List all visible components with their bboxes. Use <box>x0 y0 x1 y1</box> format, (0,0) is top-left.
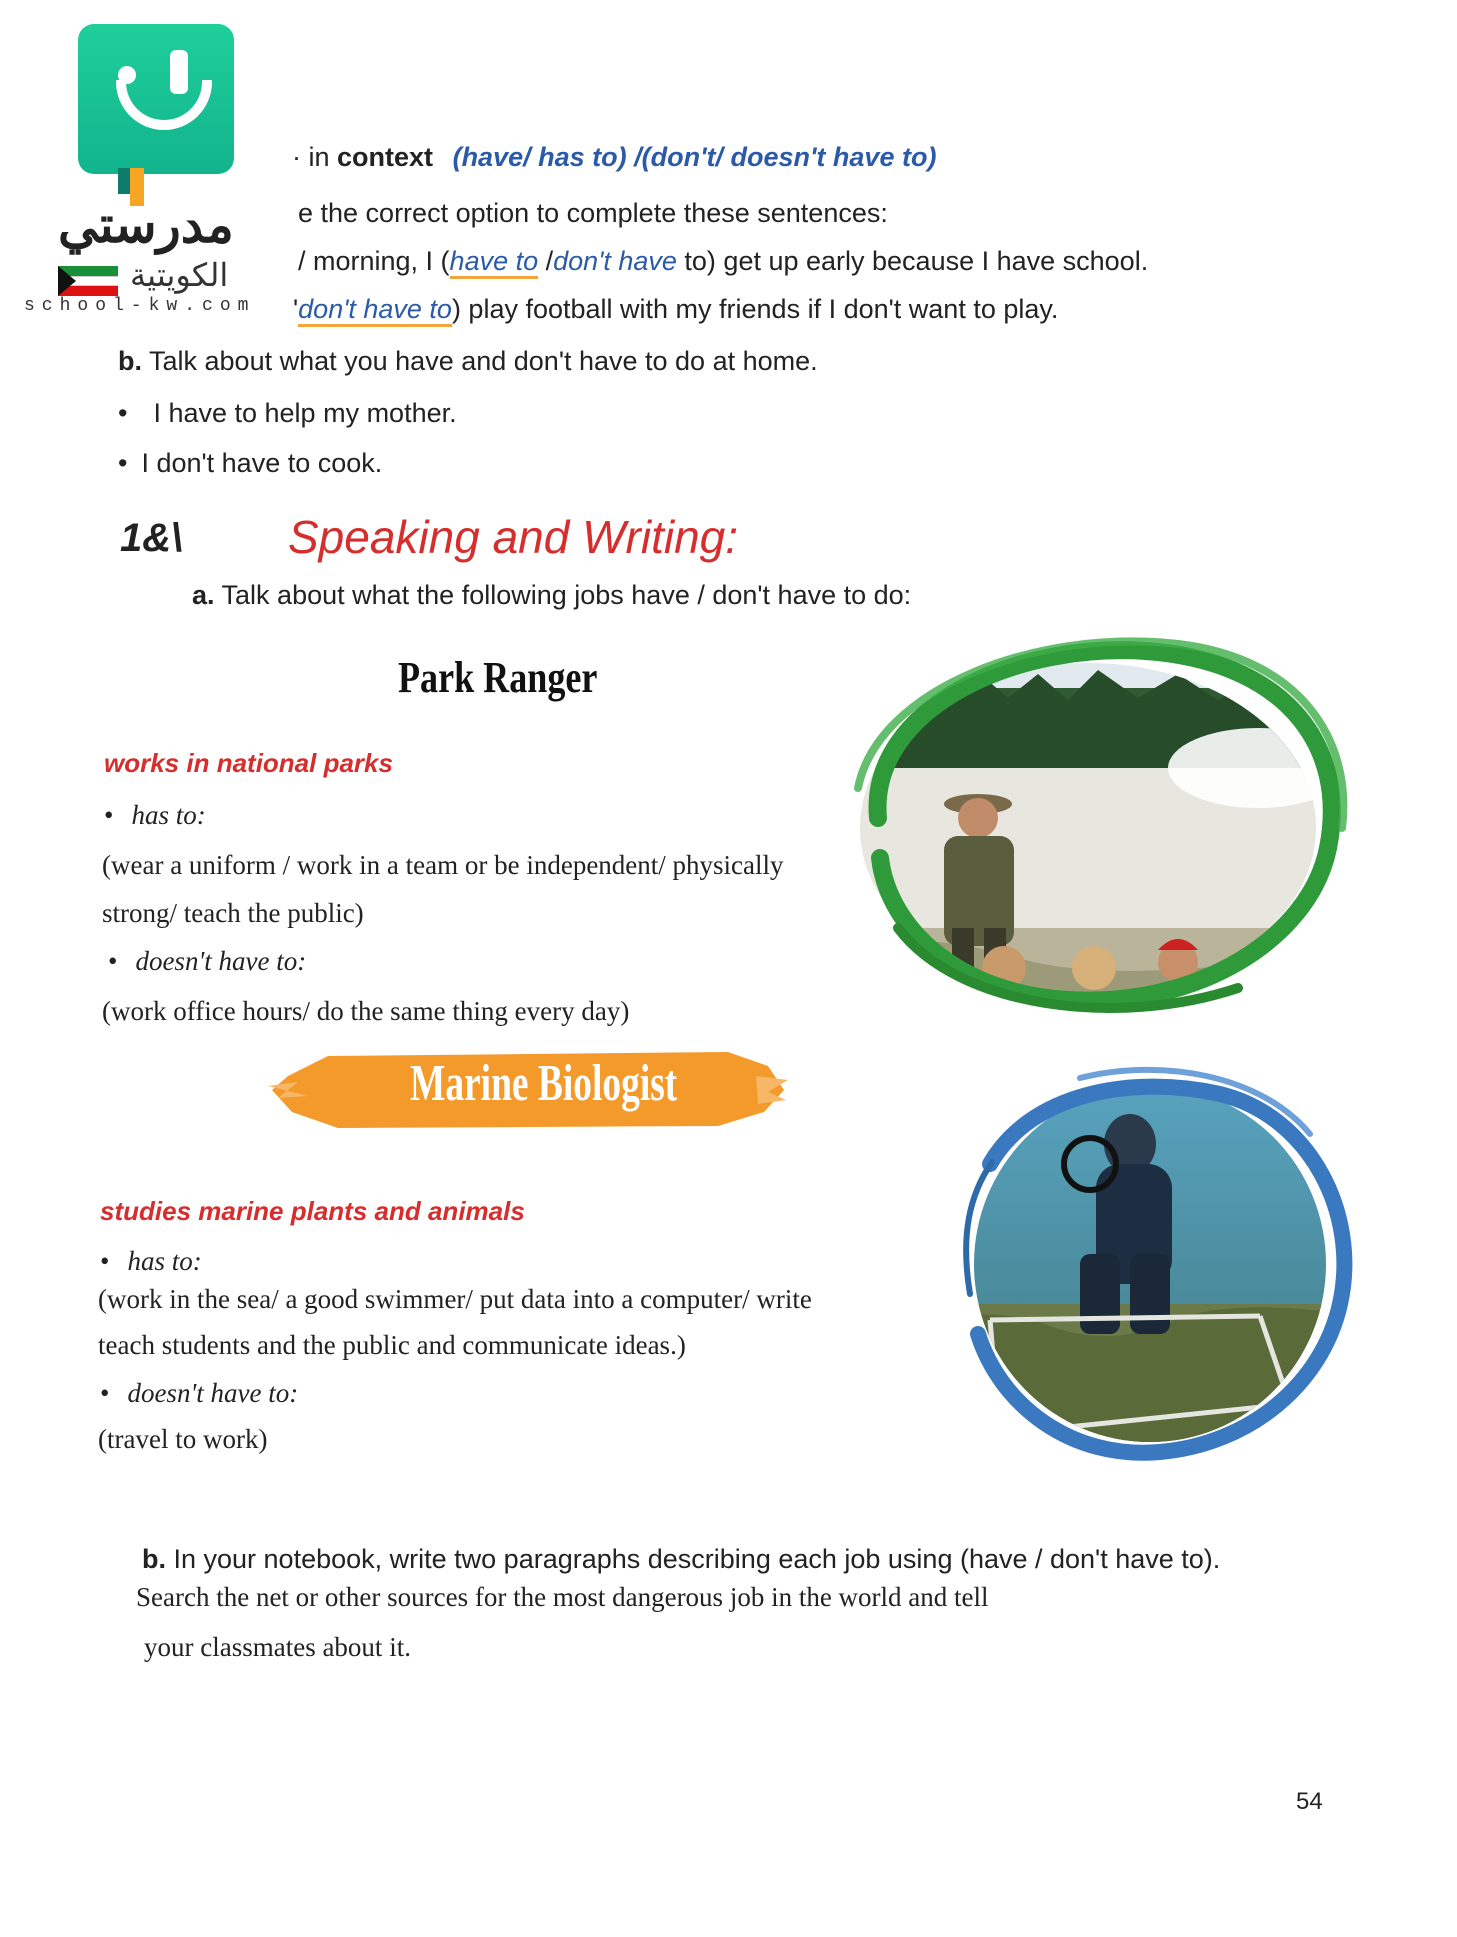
park-ranger-subtitle: works in national parks <box>104 748 393 778</box>
park-ranger-photo <box>818 628 1358 1028</box>
instruction-line: e the correct option to complete these sentences: <box>298 198 888 228</box>
logo-arabic-subtitle: الكويتية <box>130 257 229 293</box>
marine-biologist-subtitle: studies marine plants and animals <box>100 1196 525 1226</box>
park-ranger-has-to-list: (wear a uniform / work in a team or be independent/ physically <box>102 850 784 880</box>
marine-biologist-doesnt-list: (travel to work) <box>98 1424 268 1454</box>
part-b-home: b. Talk about what you have and don't have to do at home. <box>118 346 818 376</box>
page-number: 54 <box>1296 1788 1323 1815</box>
marine-biologist-has-to: • has to: <box>100 1246 202 1276</box>
part-b-classmates-line: your classmates about it. <box>144 1632 411 1662</box>
kuwait-flag-icon <box>58 266 118 296</box>
bullet-item: • I have to help my mother. <box>118 398 457 428</box>
sentence-2: 'don't have to) play football with my friends if I don't want to play. <box>293 294 1058 325</box>
marine-biologist-has-to-list: (work in the sea/ a good swimmer/ put data into a computer/ write <box>98 1284 812 1314</box>
park-ranger-doesnt-have-to: • doesn't have to: <box>108 946 307 976</box>
park-ranger-title: Park Ranger <box>398 653 598 702</box>
park-ranger-has-to-list-cont: strong/ teach the public) <box>102 898 364 928</box>
part-b-search-line: Search the net or other sources for the most dangerous job in the world and tell <box>136 1582 989 1612</box>
part-b-writing: b. In your notebook, write two paragraphs describing each job using (have / don't have to). <box>142 1544 1221 1574</box>
bullet-item: • I don't have to cook. <box>118 448 383 478</box>
section-a-instruction: a. Talk about what the following jobs have / don't have to do: <box>192 580 912 610</box>
marine-biologist-has-to-list-cont: teach students and the public and communicate ideas.) <box>98 1330 686 1360</box>
logo-tab-shape <box>118 168 130 194</box>
sentence-1: / morning, I (have to /don't have to) get up early because I have school. <box>298 246 1148 277</box>
park-ranger-doesnt-list: (work office hours/ do the same thing every day) <box>102 996 630 1026</box>
logo-arabic-title: مدرستي <box>58 197 234 253</box>
context-heading: · in context (have/ has to) /(don't/ doesn't have to) <box>292 142 937 172</box>
marine-biologist-title: Marine Biologist <box>410 1055 678 1112</box>
marine-biologist-doesnt-have-to: • doesn't have to: <box>100 1378 299 1408</box>
section-number: 1&\ <box>120 516 183 560</box>
park-ranger-has-to: • has to: <box>104 800 206 830</box>
marine-biologist-photo <box>930 1054 1360 1474</box>
logo-icon <box>78 24 234 174</box>
section-title: Speaking and Writing: <box>288 511 739 563</box>
logo-url: school-kw.com <box>24 296 256 316</box>
